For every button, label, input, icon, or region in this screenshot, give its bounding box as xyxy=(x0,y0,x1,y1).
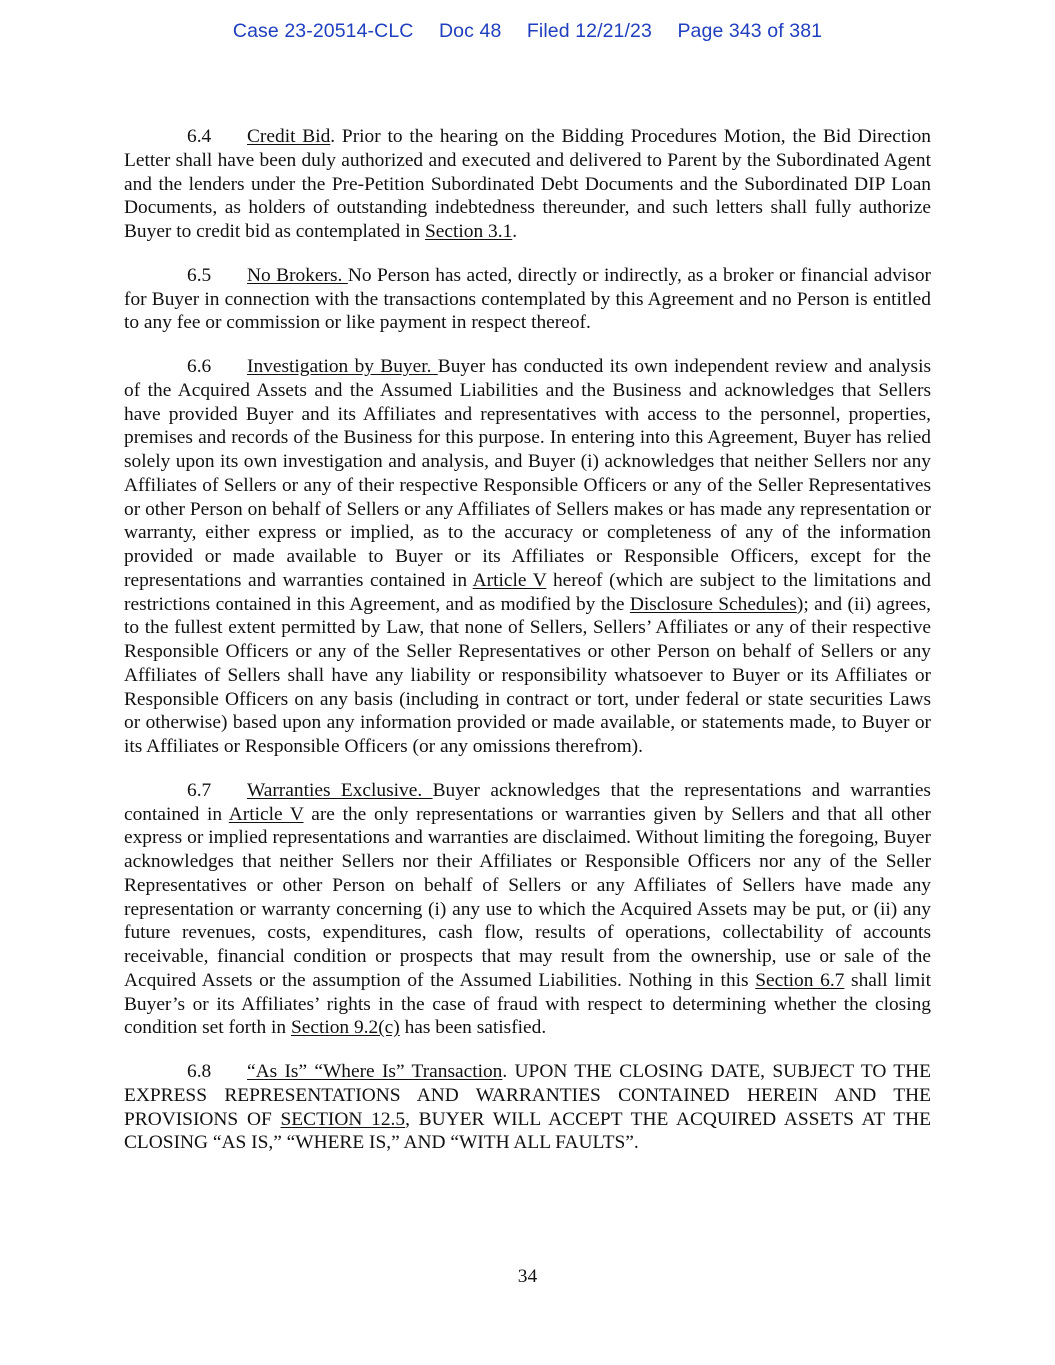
section-text: No Person has acted, directly or indirectly, as a broker or financial advisor for Buyer in connection with the transactions contemplated by this Agreement and no Person is entitled to any fee or commission or like payment in respect thereof. xyxy=(124,264,932,334)
page-count: Page 343 of 381 xyxy=(677,20,823,42)
section-number: 6.5 xyxy=(187,264,212,286)
section-title: Warranties Exclusive. xyxy=(247,779,433,801)
section-title: Investigation by Buyer. xyxy=(247,356,438,377)
section-title: “As Is” “Where Is” Transaction xyxy=(247,1061,503,1082)
cross-reference: Disclosure Schedules xyxy=(629,593,797,615)
section-text: shall limit Buyer’s or its Affiliates’ rights in the case of fraud with respect to determining whether the closing condition set forth in xyxy=(124,969,931,1039)
section-6-8 xyxy=(124,1060,931,1155)
section-text: . Prior to the hearing on the Bidding Procedures Motion, the Bid Direction Letter shall have been duly authorized and executed and delivered to Parent by the Subordinated Agent and the lenders under the Pre-Petition Subordinated Debt Documents and the Subordinated DIP Loan Documents, as holders of outstanding indebtedness thereunder, and such letters shall fully authorize Buyer to credit bid as contemplated in xyxy=(124,126,931,242)
section-number: 6.4 xyxy=(187,126,212,147)
section-number: 6.6 xyxy=(187,356,212,377)
section-text: are the only representations or warranties given by Sellers and that all other express or implied representations and warranties are disclaimed. Without limiting the foregoing, Buyer acknowledges that neither Sellers nor their Affiliates or Responsible Officers nor any of the Seller Representatives or other Person on behalf of Sellers or any Affiliates of Sellers have made any representation or warranty concerning (i) any use to which the Acquired Assets may be put, or (ii) any future revenues, costs, expenditures, cash flow, results of operations, collectability of accounts receivable, financial condition or prospects that may result from the ownership, use or sale of the Acquired Assets or the assumption of the Assumed Liabilities. Nothing in this xyxy=(124,803,931,991)
filed-date: Filed 12/21/23 xyxy=(526,20,652,42)
section-number: 6.7 xyxy=(187,779,212,801)
cross-reference: SECTION 12.5 xyxy=(280,1108,406,1130)
section-text: Buyer acknowledges that the representations and warranties contained in xyxy=(124,779,931,825)
section-text: . xyxy=(512,221,518,242)
section-6-7 xyxy=(124,779,931,1040)
doc-number: Doc 48 xyxy=(439,20,502,42)
cross-reference: Section 6.7 xyxy=(755,969,845,991)
section-number: 6.8 xyxy=(187,1061,212,1082)
section-text: has been satisfied. xyxy=(399,1017,547,1039)
case-number: Case 23-20514-CLC xyxy=(232,20,414,42)
section-text: , BUYER WILL ACCEPT THE ACQUIRED ASSETS AT THE CLOSING “AS IS,” “WHERE IS,” AND “WITH ALL FAULTS”. xyxy=(124,1108,931,1154)
section-text: hereof (which are subject to the limitations and restrictions contained in this Agreement, and as modified by the xyxy=(124,569,931,615)
document-body xyxy=(124,125,931,1155)
section-title: Credit Bid xyxy=(247,126,331,147)
page-number: 34 xyxy=(517,1266,538,1287)
section-text: ); and (ii) agrees, to the fullest extent permitted by Law, that none of Sellers, Sellers’ Affiliates or any of their respective Responsible Officers or any of the Seller Representatives or other Person on behalf of Sellers or any Affiliates of Sellers shall have any liability or responsibility whatsoever to Buyer or its Affiliates or Responsible Officers on any basis (including in contract or tort, under federal or state securities Laws or otherwise) based upon any information provided or made available, or statements made, to Buyer or its Affiliates or Responsible Officers (or any omissions therefrom). xyxy=(124,593,931,757)
section-title: No Brokers. xyxy=(247,264,348,286)
section-6-4 xyxy=(124,125,931,244)
section-6-5 xyxy=(124,264,931,335)
section-text: . UPON THE CLOSING DATE, SUBJECT TO THE EXPRESS REPRESENTATIONS AND WARRANTIES CONTAINED HEREIN AND THE PROVISIONS OF xyxy=(124,1061,931,1130)
section-text: Buyer has conducted its own independent review and analysis of the Acquired Assets and the Assumed Liabilities and the Business and acknowledges that Sellers have provided Buyer and its Affiliates and representatives with access to the personnel, properties, premises and records of the Business for this purpose. In entering into this Agreement, Buyer has relied solely upon its own investigation and analysis, and Buyer (i) acknowledges that neither Sellers nor any Affiliates of Sellers or any of their respective Responsible Officers or any of the Seller Representatives or other Person on behalf of Sellers or any Affiliates of Sellers makes or has made any representation or warranty, either express or implied, as to the accuracy or completeness of any of the information provided or made available to Buyer or its Affiliates or Responsible Officers, except for the representations and warranties contained in xyxy=(124,356,932,591)
court-filing-header xyxy=(0,20,1055,43)
cross-reference: Section 9.2(c) xyxy=(290,1017,400,1039)
cross-reference: Article V xyxy=(228,803,304,825)
cross-reference: Section 3.1 xyxy=(425,221,513,242)
cross-reference: Article V xyxy=(472,569,547,591)
section-6-6 xyxy=(124,355,931,759)
